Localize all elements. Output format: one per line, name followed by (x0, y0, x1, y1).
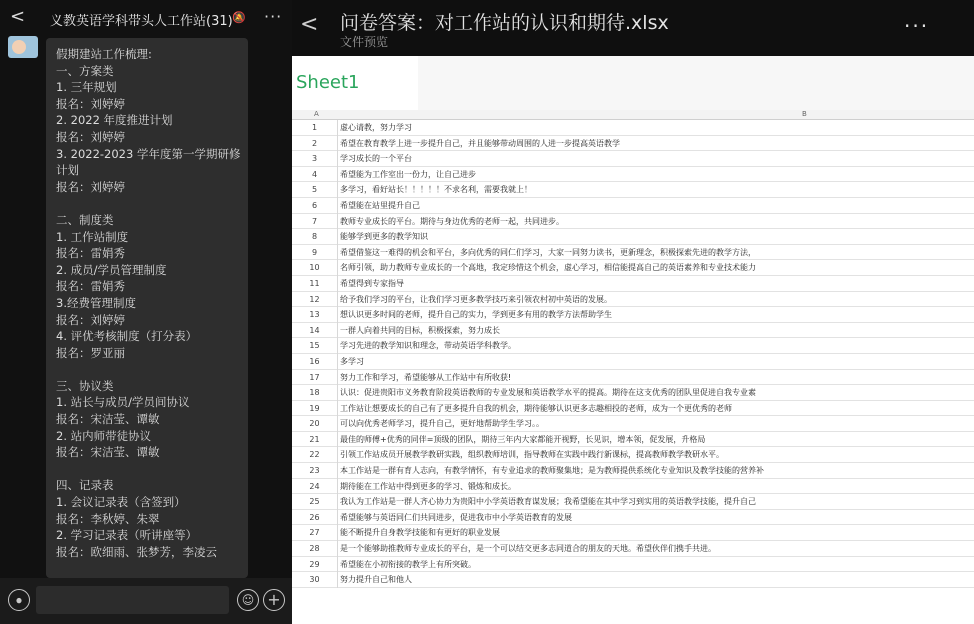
message-line: 二、制度类 (56, 212, 114, 227)
table-row[interactable] (292, 463, 974, 479)
chat-panel (0, 0, 292, 624)
cell-b[interactable]: 是一个能够助推教师专业成长的平台，是一个可以结交更多志同道合的朋友的天地。希望伙伴们携手共进。 (340, 544, 716, 554)
table-row[interactable] (292, 323, 974, 339)
cell-b[interactable]: 能不断提升自身教学技能和有更好的职业发展 (340, 528, 500, 538)
message-input[interactable] (36, 586, 229, 614)
table-row[interactable] (292, 214, 974, 230)
table-row[interactable] (292, 447, 974, 463)
table-row[interactable] (292, 245, 974, 261)
row-number: 10 (292, 260, 338, 276)
cell-b[interactable]: 给予我们学习的平台，让我们学习更多教学技巧来引领农村初中英语的发展。 (340, 294, 612, 304)
row-number: 13 (292, 307, 338, 323)
cell-b[interactable]: 可以向优秀老师学习，提升自己，更好地帮助学生学习。。 (340, 419, 544, 429)
message-line: 1. 会议记录表（含签到） (56, 495, 186, 510)
column-b-header[interactable]: B (802, 110, 807, 118)
row-number: 15 (292, 338, 338, 354)
message-line: 报名：刘婷婷 (56, 179, 125, 194)
table-row[interactable] (292, 276, 974, 292)
row-number: 20 (292, 416, 338, 432)
table-row[interactable] (292, 510, 974, 526)
table-row[interactable] (292, 385, 974, 401)
cell-b[interactable]: 虚心请教，努力学习 (340, 123, 412, 132)
table-row[interactable] (292, 525, 974, 541)
table-row[interactable] (292, 198, 974, 214)
cell-b[interactable]: 多学习，看好站长！！！！！不求名利，需要我就上！ (340, 185, 532, 195)
message-line: 4. 评优考核制度（打分表） (56, 329, 198, 344)
message-line (56, 361, 244, 378)
row-number: 21 (292, 432, 338, 448)
file-subtitle: 文件预览 (340, 35, 389, 49)
message-line: 报名：罗亚丽 (56, 345, 125, 360)
column-a-header[interactable]: A (314, 110, 319, 118)
row-number: 19 (292, 401, 338, 417)
message-line: 2. 2022 年度推进计划 (56, 113, 173, 128)
row-number: 3 (292, 151, 338, 167)
table-row[interactable] (292, 416, 974, 432)
table-row[interactable] (292, 120, 974, 136)
row-number: 28 (292, 541, 338, 557)
message-line: 3. 2022-2023 学年度第一学期研修 (56, 146, 241, 161)
table-row[interactable] (292, 401, 974, 417)
row-number: 25 (292, 494, 338, 510)
table-row[interactable] (292, 572, 974, 588)
column-header (292, 110, 974, 120)
cell-b[interactable]: 一群人向着共同的目标，积极探索，努力成长 (340, 325, 500, 335)
avatar[interactable] (8, 36, 38, 58)
message-bubble[interactable] (46, 38, 248, 578)
cell-b[interactable]: 教师专业成长的平台。期待与身边优秀的老师一起，共同进步。 (340, 216, 564, 226)
more-options-icon[interactable]: ··· (264, 7, 283, 26)
cell-b[interactable]: 努力工作和学习，希望能够从工作站中有所收获! (340, 372, 512, 382)
table-row[interactable] (292, 260, 974, 276)
row-number: 22 (292, 447, 338, 463)
cell-b[interactable]: 希望能为工作室出一份力，让自己进步 (340, 169, 476, 179)
row-number: 27 (292, 525, 338, 541)
cell-b[interactable]: 希望在教育教学上进一步提升自己，并且能够带动周围的人进一步提高英语教学 (340, 138, 620, 148)
table-row[interactable] (292, 432, 974, 448)
table-row[interactable] (292, 479, 974, 495)
table-row[interactable] (292, 354, 974, 370)
message-line: 2. 站内师带徒协议 (56, 428, 152, 443)
message-line: 一、方案类 (56, 63, 114, 78)
cell-b[interactable]: 名师引领，助力教师专业成长的一个高地，我定珍惜这个机会，虚心学习，相信能提高自己的英语素养和专业技术能力 (340, 263, 756, 273)
message-line: 报名：雷娟秀 (56, 279, 125, 294)
message-line (56, 195, 244, 212)
message-line: 2. 成员/学员管理制度 (56, 262, 167, 277)
message-line: 报名：欧细雨、张梦芳，李凌云 (56, 544, 217, 559)
table-row[interactable] (292, 338, 974, 354)
message-line (56, 461, 244, 478)
message-line: 1. 站长与成员/学员间协议 (56, 395, 190, 410)
row-number: 24 (292, 479, 338, 495)
row-number: 8 (292, 229, 338, 245)
emoji-icon[interactable]: ☺ (237, 589, 259, 611)
table-rows (292, 120, 974, 588)
table-row[interactable] (292, 494, 974, 510)
spreadsheet-grid[interactable] (292, 110, 974, 624)
message-line: 2. 学习记录表（听讲座等） (56, 528, 198, 543)
input-bar (0, 578, 292, 624)
row-number: 14 (292, 323, 338, 339)
chat-header (0, 0, 292, 36)
message-line: 报名：宋洁莹、谭敏 (56, 445, 160, 460)
message-line: 三、协议类 (56, 378, 114, 393)
cell-b[interactable]: 想认识更多时间的老师，提升自己的实力，学到更多有用的教学方法帮助学生 (340, 310, 612, 320)
file-preview-panel (292, 0, 974, 624)
message-line: 四、记录表 (56, 478, 114, 493)
table-row[interactable] (292, 557, 974, 573)
message-text (56, 46, 244, 560)
sheet-tab-label: Sheet1 (296, 72, 360, 93)
row-number: 7 (292, 214, 338, 230)
file-title: 问卷答案：对工作站的认识和期待.xlsx (340, 12, 669, 34)
row-number: 4 (292, 167, 338, 183)
mute-icon: 🔕 (232, 11, 246, 24)
chat-title: 义教英语学科带头人工作站(31) (50, 14, 233, 29)
message-line: 1. 三年规划 (56, 80, 117, 95)
cell-b[interactable]: 学习先进的教学知识和理念，带动英语学科教学。 (340, 341, 516, 351)
cell-b[interactable]: 希望能在小初衔接的教学上有所突破。 (340, 559, 476, 569)
message-line: 计划 (56, 163, 79, 178)
table-row[interactable] (292, 151, 974, 167)
row-number: 12 (292, 292, 338, 308)
cell-b[interactable]: 期待能在工作站中得到更多的学习、锻炼和成长。 (340, 481, 516, 491)
row-number: 26 (292, 510, 338, 526)
row-number: 17 (292, 370, 338, 386)
row-number: 11 (292, 276, 338, 292)
message-line: 报名：刘婷婷 (56, 96, 125, 111)
cell-b[interactable]: 努力提升自己和他人 (340, 575, 412, 585)
row-number: 6 (292, 198, 338, 214)
message-line: 3.经费管理制度 (56, 295, 136, 310)
message-line: 1. 工作站制度 (56, 229, 129, 244)
back-icon[interactable]: < (300, 12, 319, 37)
sheet-tab-bar (292, 56, 974, 110)
file-header (292, 0, 974, 56)
cell-b[interactable]: 希望得到专家指导 (340, 278, 404, 288)
row-number: 23 (292, 463, 338, 479)
row-number: 30 (292, 572, 338, 588)
cell-b[interactable]: 认识：促进贵阳市义务教育阶段英语教师的专业发展和英语教学水平的提高。期待在这支优秀的团队里促进自我专业素 (340, 388, 756, 398)
table-row[interactable] (292, 292, 974, 308)
cell-b[interactable]: 工作站让想要成长的自己有了更多提升自我的机会，期待能够认识更多志趣相投的老师，成为一个更优秀的老师 (340, 403, 732, 413)
row-number: 9 (292, 245, 338, 261)
message-line: 报名：李秋婷、朱翠 (56, 511, 160, 526)
cell-b[interactable]: 我认为工作站是一群人齐心协力为贵阳中小学英语教育谋发展；我希望能在其中学习到实用的英语教学技能，提升自己 (340, 497, 756, 507)
row-number: 18 (292, 385, 338, 401)
cell-b[interactable]: 希望能够与英语同仁们共同进步，促进我市中小学英语教育的发展 (340, 512, 572, 522)
table-row[interactable] (292, 136, 974, 152)
back-icon[interactable]: < (10, 6, 26, 27)
row-number: 1 (292, 120, 338, 136)
tab-sheet1[interactable] (292, 56, 418, 110)
cell-b[interactable]: 多学习 (340, 356, 364, 366)
row-number: 5 (292, 182, 338, 198)
message-line: 报名：刘婷婷 (56, 129, 125, 144)
row-number: 2 (292, 136, 338, 152)
message-line: 报名：刘婷婷 (56, 312, 125, 327)
cell-b[interactable]: 希望借鉴这一难得的机会和平台，多向优秀的同仁们学习，大家一同努力读书，更新理念，积极探索先进的教学方法， (340, 247, 756, 257)
cell-b[interactable]: 本工作站是一群有育人志向，有教学情怀，有专业追求的教师聚集地；是为教师提供系统化专业知识及教学技能的营养补 (340, 466, 764, 476)
cell-b[interactable]: 最佳的师傅+优秀的同伴=顶级的团队，期待三年内大家都能开视野，长见识，增本领，促发展，升格局 (340, 434, 706, 444)
cell-b[interactable]: 引领工作站成员开展教学教研实践，组织教师培训，指导教师在实践中践行新课标，提高教师教学教研水平。 (340, 450, 724, 460)
row-number: 29 (292, 557, 338, 573)
table-row[interactable] (292, 182, 974, 198)
table-row[interactable] (292, 229, 974, 245)
table-row[interactable] (292, 167, 974, 183)
cell-b[interactable]: 学习成长的一个平台 (340, 154, 412, 164)
cell-b[interactable]: 能够学到更多的教学知识 (340, 232, 428, 242)
cell-b[interactable]: 希望能在站里提升自己 (340, 200, 420, 210)
plus-icon[interactable]: + (263, 589, 285, 611)
message-line: 假期建站工作梳理: (56, 47, 152, 61)
message-line: 报名：雷娟秀 (56, 246, 125, 261)
voice-icon[interactable]: ⦁ (8, 589, 30, 611)
table-row[interactable] (292, 307, 974, 323)
row-number: 16 (292, 354, 338, 370)
more-options-icon[interactable]: ··· (904, 14, 930, 38)
table-row[interactable] (292, 541, 974, 557)
table-row[interactable] (292, 370, 974, 386)
message-line: 报名：宋洁莹、谭敏 (56, 412, 160, 427)
